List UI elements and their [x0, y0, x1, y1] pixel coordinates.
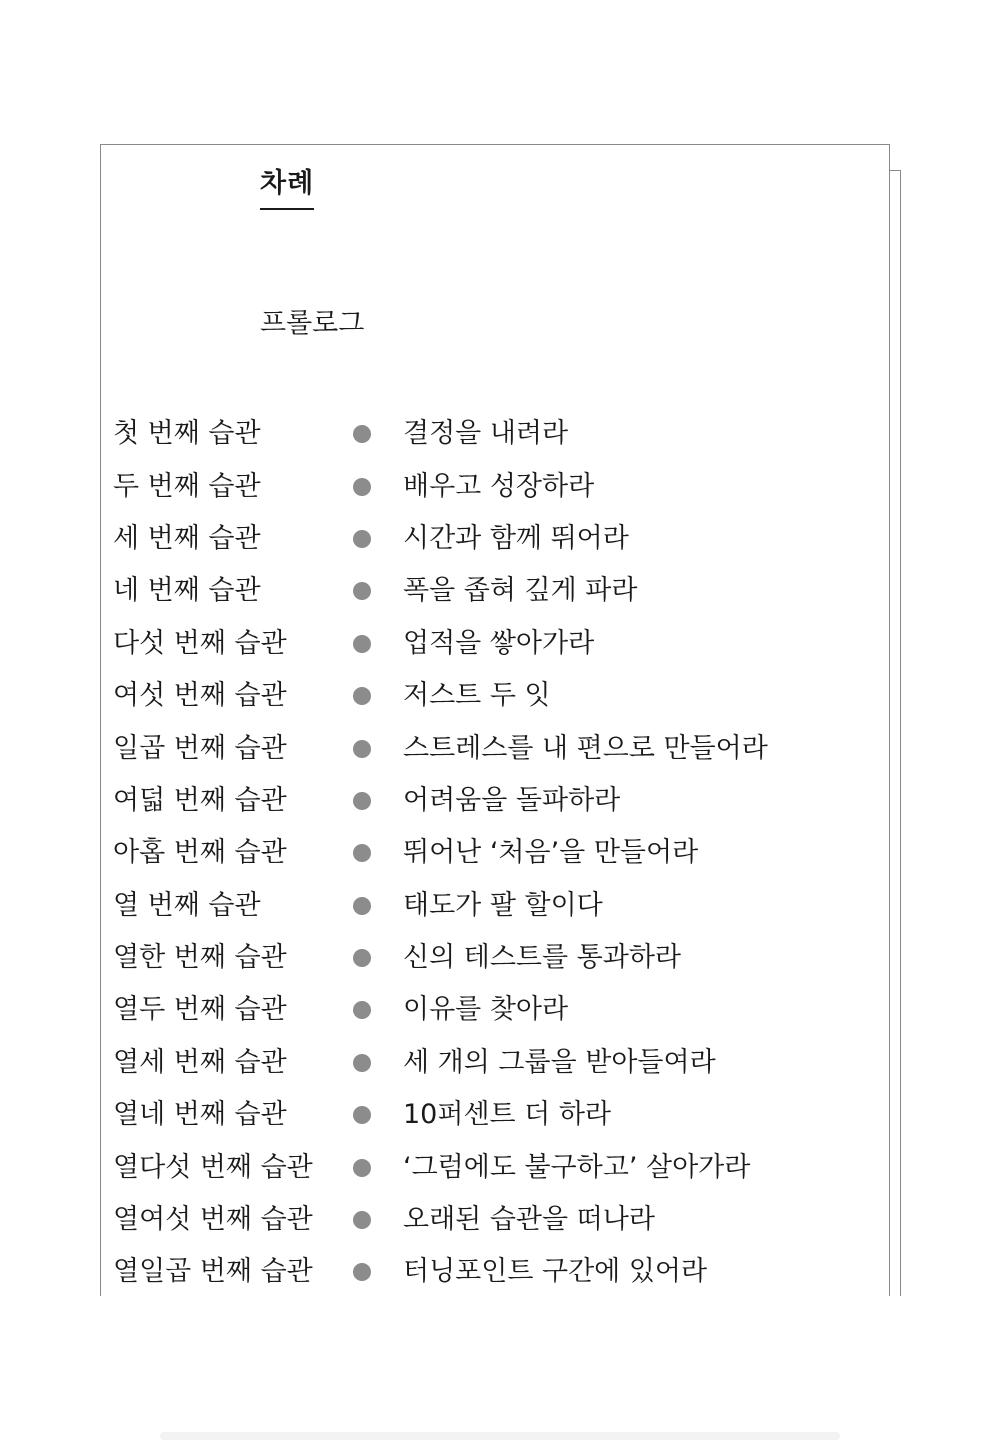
- bullet-icon: [353, 635, 371, 653]
- bullet-icon: [353, 792, 371, 810]
- bullet-icon: [353, 687, 371, 705]
- toc-chapter-title: 어려움을 돌파하라: [403, 784, 621, 816]
- toc-habit-label: 여섯 번째 습관: [113, 680, 287, 712]
- toc-habit-label: 다섯 번째 습관: [113, 627, 287, 659]
- toc-row: [113, 670, 768, 722]
- toc-row: [113, 1246, 768, 1298]
- toc-chapter-title: 스트레스를 내 편으로 만들어라: [403, 732, 768, 764]
- bullet-icon: [353, 478, 371, 496]
- toc-habit-label: 열두 번째 습관: [113, 994, 287, 1026]
- toc-chapter-title: 결정을 내려라: [403, 418, 569, 450]
- page-shadow: [160, 1432, 840, 1440]
- bullet-icon: [353, 844, 371, 862]
- toc-row: [113, 408, 768, 460]
- bullet-icon: [353, 582, 371, 600]
- toc-habit-label: 열다섯 번째 습관: [113, 1151, 313, 1183]
- toc-chapter-title: 터닝포인트 구간에 있어라: [403, 1256, 708, 1288]
- toc-chapter-title: 뛰어난 ‘처음’을 만들어라: [403, 837, 699, 869]
- toc-chapter-title: 폭을 좁혀 깊게 파라: [403, 575, 638, 607]
- toc-chapter-title: ‘그럼에도 불구하고’ 살아가라: [403, 1151, 751, 1183]
- bullet-icon: [353, 1106, 371, 1124]
- toc-chapter-title: 태도가 팔 할이다: [403, 889, 603, 921]
- toc-row: [113, 618, 768, 670]
- toc-row: [113, 513, 768, 565]
- toc-chapter-title: 세 개의 그룹을 받아들여라: [403, 1046, 716, 1078]
- toc-row: [113, 460, 768, 512]
- toc-habit-label: 열 번째 습관: [113, 889, 261, 921]
- toc-habit-label: 두 번째 습관: [113, 470, 261, 502]
- bullet-icon: [353, 1159, 371, 1177]
- toc-chapter-title: 시간과 함께 뛰어라: [403, 522, 629, 554]
- toc-habit-label: 세 번째 습관: [113, 522, 261, 554]
- toc-habit-label: 네 번째 습관: [113, 575, 261, 607]
- toc-row: [113, 1194, 768, 1246]
- toc-row: [113, 880, 768, 932]
- toc-row: [113, 722, 768, 774]
- toc-row: [113, 565, 768, 617]
- toc-row: [113, 932, 768, 984]
- toc-chapter-title: 업적을 쌓아가라: [403, 627, 595, 659]
- toc-habit-label: 일곱 번째 습관: [113, 732, 287, 764]
- toc-list: [113, 408, 768, 1299]
- bullet-icon: [353, 949, 371, 967]
- toc-row: [113, 984, 768, 1036]
- toc-chapter-title: 배우고 성장하라: [403, 470, 595, 502]
- toc-chapter-title: 신의 테스트를 통과하라: [403, 942, 681, 974]
- toc-chapter-title: 10퍼센트 더 하라: [403, 1099, 612, 1131]
- toc-chapter-title: 저스트 두 잇: [403, 680, 551, 712]
- toc-habit-label: 열여섯 번째 습관: [113, 1204, 313, 1236]
- toc-row: [113, 1089, 768, 1141]
- toc-habit-label: 열네 번째 습관: [113, 1099, 287, 1131]
- toc-row: [113, 775, 768, 827]
- bullet-icon: [353, 740, 371, 758]
- toc-row: [113, 1141, 768, 1193]
- toc-row: [113, 1037, 768, 1089]
- toc-prologue: 프롤로그: [260, 308, 365, 339]
- toc-title: 차례: [260, 164, 314, 210]
- bullet-icon: [353, 1263, 371, 1281]
- toc-habit-label: 여덟 번째 습관: [113, 784, 287, 816]
- bullet-icon: [353, 897, 371, 915]
- toc-row: [113, 827, 768, 879]
- bullet-icon: [353, 425, 371, 443]
- toc-habit-label: 열한 번째 습관: [113, 942, 287, 974]
- toc-habit-label: 열일곱 번째 습관: [113, 1256, 313, 1288]
- bullet-icon: [353, 1211, 371, 1229]
- toc-habit-label: 아홉 번째 습관: [113, 837, 287, 869]
- bullet-icon: [353, 1001, 371, 1019]
- toc-chapter-title: 이유를 찾아라: [403, 994, 569, 1026]
- toc-habit-label: 첫 번째 습관: [113, 418, 261, 450]
- bullet-icon: [353, 530, 371, 548]
- bullet-icon: [353, 1054, 371, 1072]
- toc-habit-label: 열세 번째 습관: [113, 1046, 287, 1078]
- toc-chapter-title: 오래된 습관을 떠나라: [403, 1204, 655, 1236]
